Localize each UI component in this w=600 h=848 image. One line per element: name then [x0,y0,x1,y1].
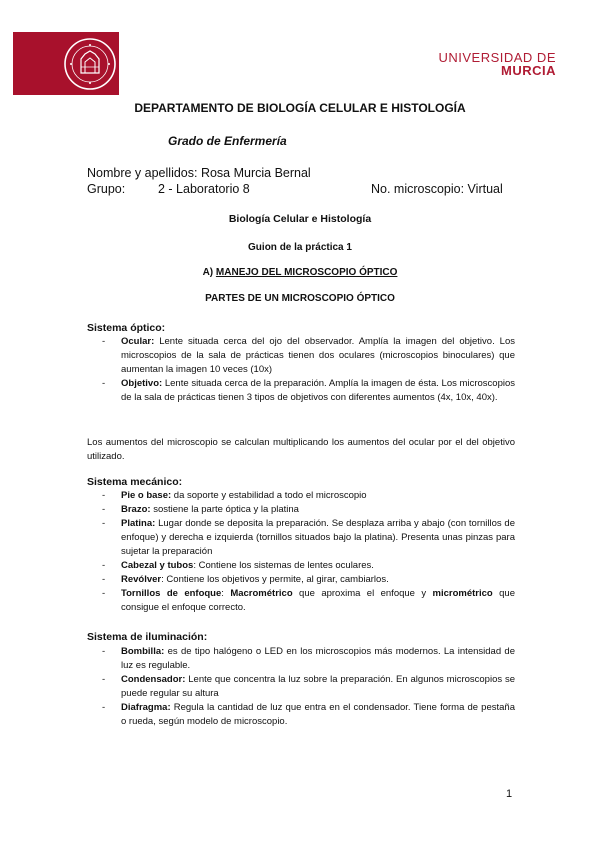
university-seal-logo [13,32,119,95]
list-item: - Platina: Lugar donde se deposita la preparación. Se desplaza arriba y abajo (con tornillos de enfoque) y derecha e izquierda (tornillos situados bajo la platina). Presenta unas pinzas para sujetar la preparación [102,518,515,557]
list-item: - Revólver: Contiene los objetivos y permite, al girar, cambiarlos. [102,574,389,585]
list-item: - Ocular: Lente situada cerca del ojo del observador. Amplía la imagen del objetivo. Los microscopios de la sala de prácticas tienen dos oculares (microscopios binoculares) que aumentan la imagen 10 veces (10x) [102,336,515,375]
list-item: - Tornillos de enfoque: Macrométrico que aproxima el enfoque y micrométrico que consigue el enfoque correcto. [102,588,515,613]
parts-title: PARTES DE UN MICROSCOPIO ÓPTICO [205,293,395,304]
optical-system-title: Sistema óptico: [87,322,166,334]
list-item: - Bombilla: es de tipo halógeno o LED en los microscopios más modernos. La intensidad de luz es regulable. [102,646,515,671]
section-a-heading [0,267,600,278]
page-number: 1 [506,788,513,800]
group-label: Grupo: [87,182,126,196]
mechanical-system-list [87,489,515,615]
subject-title: Biología Celular e Histología [228,213,372,225]
group-value: 2 - Laboratorio 8 [158,182,250,196]
list-item: - Objetivo: Lente situada cerca de la preparación. Amplía la imagen de ésta. Los microscopios de la sala de prácticas tienen 3 tipos de objetivos con diferentes aumentos (4x, 10x, 40x). [102,378,515,403]
illumination-system-list [87,645,515,729]
illumination-system-title: Sistema de iluminación: [87,631,208,643]
degree-title: Grado de Enfermería [168,134,287,148]
list-item: - Pie o base: da soporte y estabilidad a todo el microscopio [102,490,367,501]
section-a-title: MANEJO DEL MICROSCOPIO ÓPTICO [215,267,398,278]
guion-title: Guion de la práctica 1 [248,242,352,253]
seal-icon [63,37,117,91]
university-name-line1: UNIVERSIDAD DE [438,50,556,65]
student-name: Nombre y apellidos: Rosa Murcia Bernal [87,166,311,180]
university-name [438,51,556,77]
microscope-number: No. microscopio: Virtual [371,182,503,196]
section-a-prefix: A) [202,267,216,278]
mechanical-system-title: Sistema mecánico: [87,476,183,488]
university-name-line2: MURCIA [501,63,556,78]
list-item: - Condensador: Lente que concentra la luz sobre la preparación. En algunos microscopios se puede regular su altura [102,674,515,699]
magnification-note: Los aumentos del microscopio se calculan multiplicando los aumentos del ocular por el del objetivo utilizado. [87,437,515,462]
list-item: - Brazo: sostiene la parte óptica y la platina [102,504,299,515]
list-item: - Cabezal y tubos: Contiene los sistemas de lentes oculares. [102,560,374,571]
optical-system-list [87,335,515,405]
list-item: - Diafragma: Regula la cantidad de luz que entra en el condensador. Tiene forma de pestaña o rueda, según modelo de microscopio. [102,702,515,727]
department-title: DEPARTAMENTO DE BIOLOGÍA CELULAR E HISTOLOGÍA [134,101,466,115]
